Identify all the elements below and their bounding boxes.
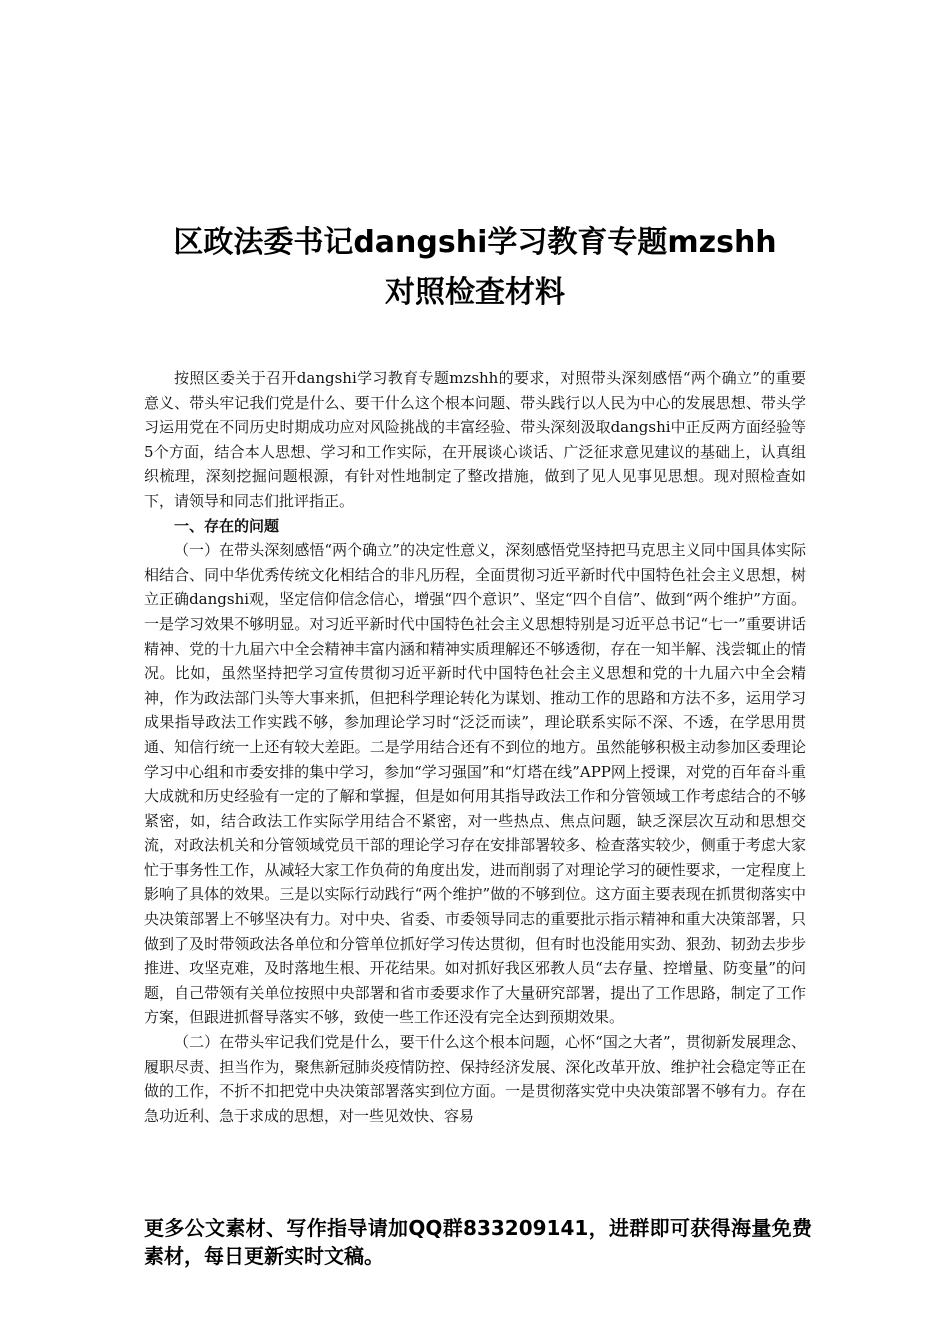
title-line-2: 对照检查材料 bbox=[385, 275, 565, 310]
document-title bbox=[120, 218, 830, 318]
section-heading: 一、存在的问题 bbox=[174, 516, 280, 535]
intro-paragraph: 按照区委关于召开dangshi学习教育专题mzshh的要求，对照带头深刻感悟“两个确立”的重要意义、带头牢记我们党是什么、要干什么这个根本问题、带头践行以人民为中心的发展思想、带头学习运用党在不同历史时期成功应对风险挑战的丰富经验、带头深刻汲取dangshi中正反两方面经验等5个方面，结合本人思想、学习和工作实际，在开展谈心谈话、广泛征求意见建议的基础上，认真组织梳理，深刻挖掘问题根源，有针对性地制定了整改措施，做到了见人见事见思想。现对照检查如下，请领导和同志们批评指正。 bbox=[144, 369, 806, 510]
body-paragraph-1: （一）在带头深刻感悟“两个确立”的决定性意义，深刻感悟党坚持把马克思主义同中国具体实际相结合、同中华优秀传统文化相结合的非凡历程，全面贯彻习近平新时代中国特色社会主义思想，树立正确dangshi观，坚定信仰信念信心，增强“四个意识”、坚定“四个自信”、做到“两个维护”方面。一是学习效果不够明显。对习近平新时代中国特色社会主义思想特别是习近平总书记“七一”重要讲话精神、党的十九届六中全会精神丰富内涵和精神实质理解还不够透彻，存在一知半解、浅尝辄止的情况。比如，虽然坚持把学习宣传贯彻习近平新时代中国特色社会主义思想和党的十九届六中全会精神，作为政法部门头等大事来抓，但把科学理论转化为谋划、推动工作的思路和方法不多，运用学习成果指导政法工作实践不够，参加理论学习时“泛泛而读”，理论联系实际不深、不透，在学思用贯通、知信行统一上还有较大差距。二是学用结合还有不到位的地方。虽然能够积极主动参加区委理论学习中心组和市委安排的集中学习，参加“学习强国”和“灯塔在线”APP网上授课，对党的百年奋斗重大成就和历史经验有一定的了解和掌握，但是如何用其指导政法工作和分管领域工作考虑结合的不够紧密，如，结合政法工作实际学用结合不紧密，对一些热点、焦点问题，缺乏深层次互动和思想交流，对政法机关和分管领域党员干部的理论学习存在安排部署较多、检查落实较少，侧重于考虑大家忙于事务性工作，从减轻大家工作负荷的角度出发，进而削弱了对理论学习的硬性要求，一定程度上影响了具体的效果。三是以实际行动践行“两个维护”做的不够到位。这方面主要表现在抓贯彻落实中央决策部署上不够坚决有力。对中央、省委、市委领导同志的重要批示指示精神和重大决策部署，只做到了及时带领政法各单位和分管单位抓好学习传达贯彻，但有时也没能用实劲、狠劲、韧劲去步步推进、攻坚克难，及时落地生根、开花结果。如对抓好我区邪教人员“去存量、控增量、防变量”的问题，自己带领有关单位按照中央部署和省市委要求作了大量研究部署，提出了工作思路，制定了工作方案，但跟进抓督导落实不够，致使一些工作还没有完全达到预期效果。 bbox=[144, 541, 806, 1027]
footer-advertisement: 更多公文素材、写作指导请加QQ群833209141，进群即可获得海量免费素材，每日更新实时文稿。 bbox=[144, 1216, 812, 1268]
body-paragraph-2: （二）在带头牢记我们党是什么，要干什么这个根本问题，心怀“国之大者”，贯彻新发展理念、履职尽责、担当作为，聚焦新冠肺炎疫情防控、保持经济发展、深化改革开放、维护社会稳定等正在做的工作，不折不扣把党中央决策部署落实到位方面。一是贯彻落实党中央决策部署不够有力。存在急功近利、急于求成的思想，对一些见效快、容易 bbox=[144, 1033, 806, 1125]
title-line-1: 区政法委书记dangshi学习教育专题mzshh bbox=[173, 225, 777, 260]
document-body bbox=[144, 366, 806, 1128]
